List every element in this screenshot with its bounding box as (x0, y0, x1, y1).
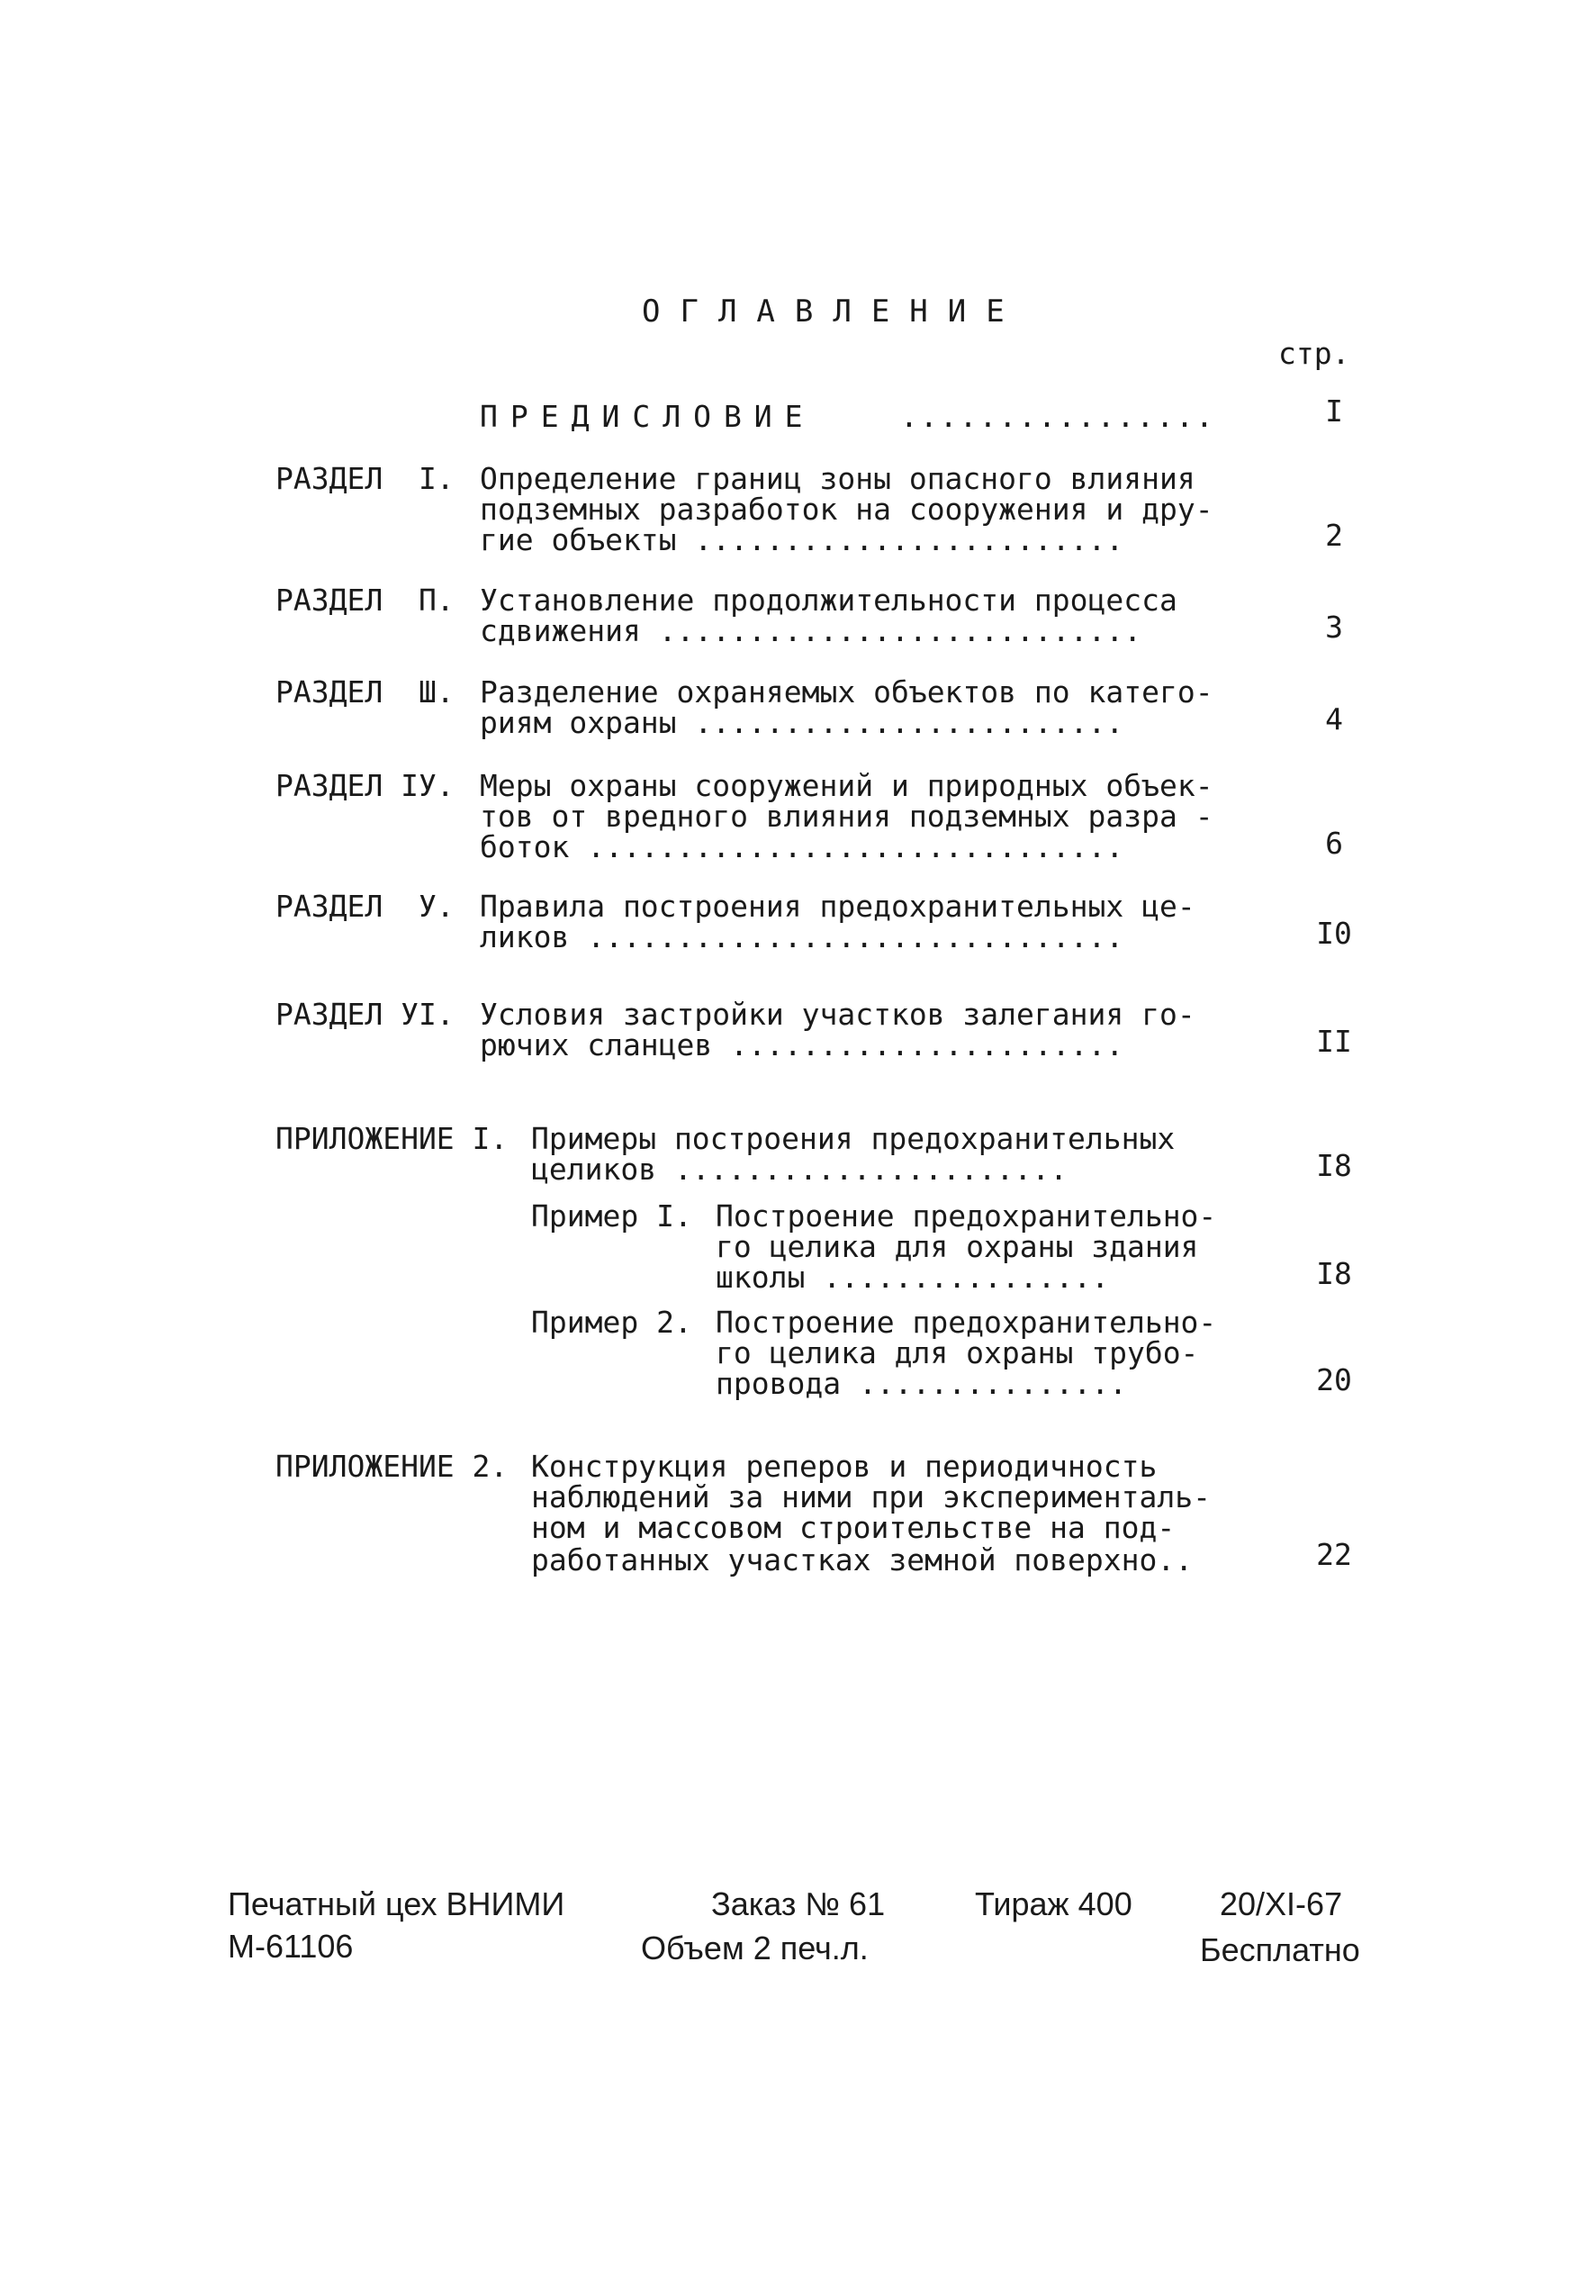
footer-date: 20/XI-67 (1220, 1885, 1343, 1922)
section-label: РАЗДЕЛ IУ. (275, 768, 455, 803)
section-title-line: боток .............................. (480, 829, 1124, 864)
section-page: 4 (1325, 701, 1343, 737)
preface-page: I (1325, 393, 1343, 429)
section-title-line: подземных разработок на сооружения и дру- (480, 492, 1213, 527)
example-title-line: го целика для охраны трубо- (716, 1335, 1199, 1370)
example-title-line: Построение предохранительно- (716, 1198, 1217, 1234)
section-title-line: Определение границ зоны опасного влияния (480, 461, 1195, 496)
section-title-line: рючих сланцев ...................... (480, 1027, 1124, 1062)
section-title-line: Разделение охраняемых объектов по катего- (480, 674, 1213, 710)
appendix-page: I8 (1316, 1148, 1352, 1183)
appendix-label: ПРИЛОЖЕНИЕ I. (275, 1121, 509, 1156)
footer-circulation: Тираж 400 (975, 1885, 1132, 1922)
appendix-label: ПРИЛОЖЕНИЕ 2. (275, 1449, 509, 1484)
example-label: Пример 2. (531, 1305, 692, 1340)
example-title-line: го целика для охраны здания (716, 1229, 1199, 1264)
section-title-line: гие объекты ........................ (480, 522, 1124, 557)
footer-volume: Объем 2 печ.л. (641, 1930, 869, 1966)
section-label: РАЗДЕЛ I. (275, 461, 455, 496)
section-title-line: Правила построения предохранительных це- (480, 889, 1195, 924)
section-title-line: риям охраны ........................ (480, 705, 1124, 740)
section-label: РАЗДЕЛ Ш. (275, 674, 455, 710)
section-label: РАЗДЕЛ УI. (275, 997, 455, 1032)
example-title-line: Построение предохранительно- (716, 1305, 1217, 1340)
section-label: РАЗДЕЛ П. (275, 583, 455, 618)
appendix-title-line: Конструкция реперов и периодичность (531, 1449, 1158, 1484)
toc-heading: ОГЛАВЛЕНИЕ (642, 294, 1024, 330)
example-page: 20 (1316, 1362, 1352, 1397)
appendix-title-line: ном и массовом строительстве на под- (531, 1510, 1176, 1545)
footer-code: М-61106 (228, 1928, 354, 1965)
section-page: 3 (1325, 610, 1343, 645)
appendix-title-line: Примеры построения предохранительных (531, 1121, 1176, 1156)
preface-leader: ................ (900, 399, 1215, 434)
appendix-title-line: работанных участках земной поверхно.. (531, 1542, 1194, 1577)
footer-order: Заказ № 61 (711, 1885, 886, 1922)
example-title-line: провода ............... (716, 1366, 1127, 1401)
section-title-line: тов от вредного влияния подземных разра - (480, 799, 1213, 834)
example-label: Пример I. (531, 1198, 692, 1234)
example-title-line: школы ................ (716, 1260, 1110, 1295)
example-page: I8 (1316, 1256, 1352, 1291)
section-title-line: Меры охраны сооружений и природных объек- (480, 768, 1213, 803)
section-label: РАЗДЕЛ У. (275, 889, 455, 924)
footer-print-shop: Печатный цех ВНИМИ (228, 1885, 565, 1922)
footer-price: Бесплатно (1200, 1931, 1360, 1968)
appendix-page: 22 (1316, 1537, 1352, 1572)
section-title-line: ликов .............................. (480, 919, 1124, 954)
section-page: I0 (1316, 916, 1352, 951)
preface-title: ПРЕДИСЛОВИЕ (480, 399, 816, 434)
section-page: 2 (1325, 518, 1343, 553)
appendix-title-line: наблюдений за ними при эксперименталь- (531, 1479, 1211, 1514)
section-title-line: Условия застройки участков залегания го- (480, 997, 1195, 1032)
page-column-header: стр. (1278, 336, 1350, 371)
section-page: II (1316, 1024, 1352, 1059)
section-title-line: Установление продолжительности процесса (480, 583, 1177, 618)
section-page: 6 (1325, 826, 1343, 861)
appendix-title-line: целиков ...................... (531, 1152, 1069, 1187)
section-title-line: сдвижения ........................... (480, 613, 1142, 648)
